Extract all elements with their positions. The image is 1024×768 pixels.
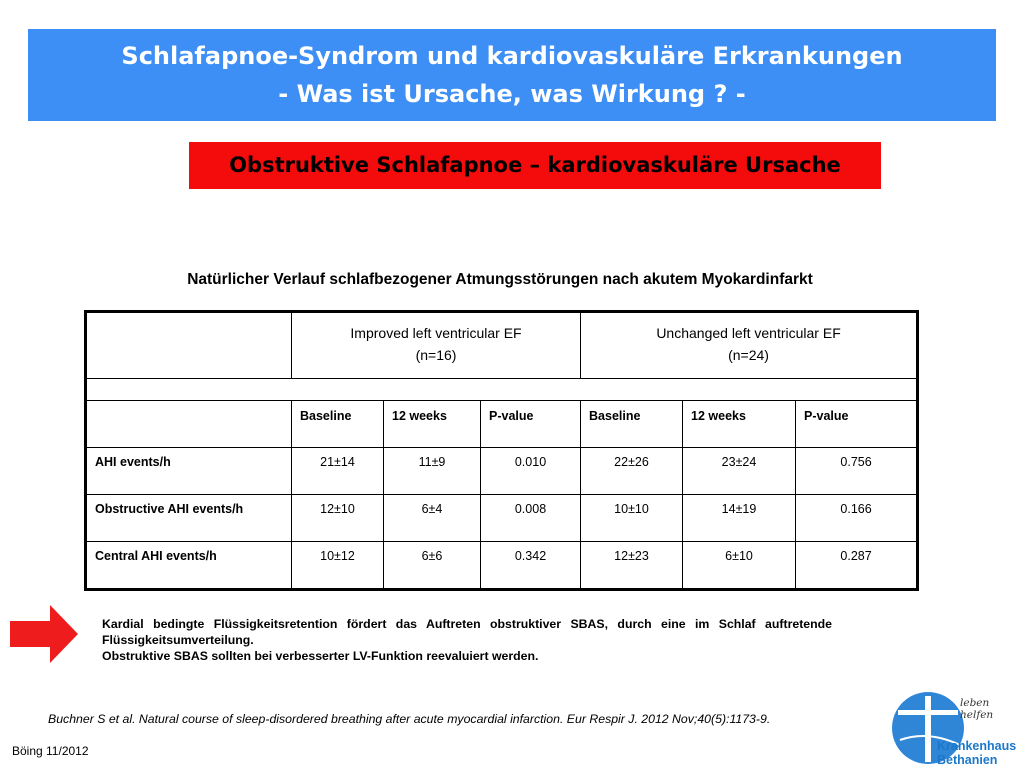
table-cell: 10±12	[292, 542, 384, 590]
row-label: AHI events/h	[86, 448, 292, 495]
logo-name-line2: Bethanien	[937, 753, 998, 767]
subheader-cell: Baseline	[581, 401, 683, 448]
table-cell: 0.342	[481, 542, 581, 590]
table-cell: 23±24	[683, 448, 796, 495]
subheader-cell: 12 weeks	[384, 401, 481, 448]
table-cell: 6±4	[384, 495, 481, 542]
subtitle-banner: Obstruktive Schlafapnoe – kardiovaskuläre Ursache	[189, 142, 881, 189]
table-row	[86, 448, 918, 495]
table-cell: 6±10	[683, 542, 796, 590]
results-table	[84, 310, 919, 591]
group-improved-n: (n=16)	[415, 347, 457, 363]
table-cell: 0.008	[481, 495, 581, 542]
table-cell: 10±10	[581, 495, 683, 542]
table-cell: 11±9	[384, 448, 481, 495]
table-caption: Natürlicher Verlauf schlafbezogener Atmungsstörungen nach akutem Myokardinfarkt	[187, 271, 813, 288]
table-row	[86, 495, 918, 542]
slide-title-line1: Schlafapnoe-Syndrom und kardiovaskuläre Erkrankungen	[121, 42, 903, 70]
conclusion-line1: Kardial bedingte Flüssigkeitsretention fördert das Auftreten obstruktiver SBAS, durch eine im Schlaf auftretende Flüssigkeitsumverteilung.	[102, 617, 832, 647]
table-cell: 0.010	[481, 448, 581, 495]
table-cell: 12±23	[581, 542, 683, 590]
table-cell: 22±26	[581, 448, 683, 495]
table-cell: 14±19	[683, 495, 796, 542]
group-unchanged-n: (n=24)	[728, 347, 769, 363]
subheader-cell: P-value	[796, 401, 918, 448]
title-banner	[28, 29, 996, 121]
subheader-cell: P-value	[481, 401, 581, 448]
empty-header-cell	[86, 312, 292, 379]
conclusion-note	[102, 616, 832, 664]
group-unchanged-label: Unchanged left ventricular EF	[656, 325, 841, 341]
row-label: Obstructive AHI events/h	[86, 495, 292, 542]
right-arrow-icon	[10, 605, 80, 663]
table-cell: 0.166	[796, 495, 918, 542]
logo-name-line1: Krankenhaus	[937, 739, 1017, 753]
table-row	[86, 542, 918, 590]
group-header-row	[86, 312, 918, 379]
logo-tagline: leben helfen	[960, 697, 994, 721]
conclusion-line2: Obstruktive SBAS sollten bei verbesserter LV-Funktion reevaluiert werden.	[102, 649, 539, 663]
table-cell: 12±10	[292, 495, 384, 542]
spacer-row	[86, 379, 918, 401]
subheader-cell: 12 weeks	[683, 401, 796, 448]
slide-title-line2: - Was ist Ursache, was Wirkung ? -	[278, 80, 746, 108]
empty-subheader-cell	[86, 401, 292, 448]
table-cell: 21±14	[292, 448, 384, 495]
group-improved-header	[292, 312, 581, 379]
group-improved-label: Improved left ventricular EF	[350, 325, 522, 341]
group-unchanged-header	[581, 312, 918, 379]
table-cell: 0.287	[796, 542, 918, 590]
footer-author-date: Böing 11/2012	[12, 744, 89, 758]
table-cell: 6±6	[384, 542, 481, 590]
subheader-cell: Baseline	[292, 401, 384, 448]
row-label: Central AHI events/h	[86, 542, 292, 590]
table-cell: 0.756	[796, 448, 918, 495]
subheader-row	[86, 401, 918, 448]
citation: Buchner S et al. Natural course of sleep-disordered breathing after acute myocardial infarction. Eur Respir J. 2012 Nov;40(5):1173-9.	[48, 712, 771, 726]
